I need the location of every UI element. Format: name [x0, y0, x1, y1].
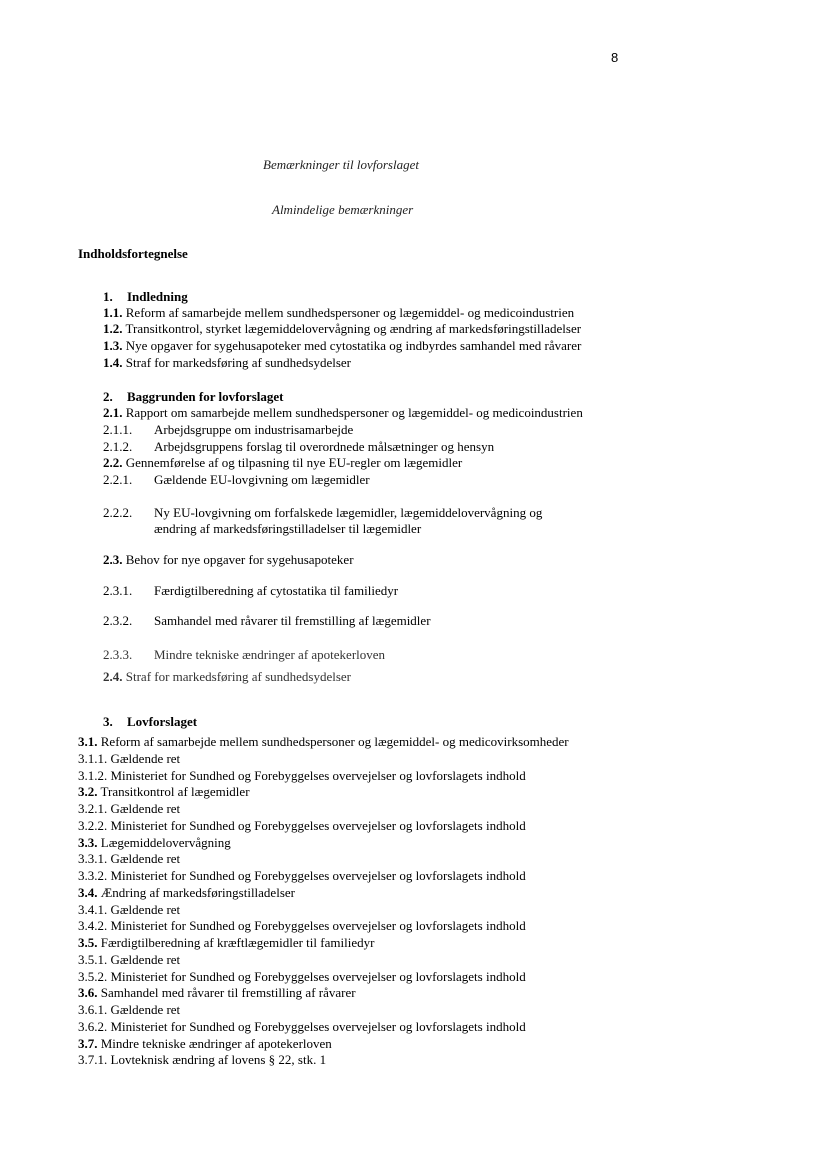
toc-entry-3-1-2	[78, 768, 526, 784]
toc-title: Indholdsfortegnelse	[78, 246, 188, 261]
toc-entry-3-4-2	[78, 918, 526, 934]
toc-entry-3-3-1	[78, 851, 180, 867]
entry-number: 3.2.2.	[78, 817, 108, 833]
toc-entry-2-1	[103, 405, 583, 421]
toc-entry-3-2-2	[78, 818, 526, 834]
toc-section-1	[103, 289, 188, 305]
document-subheading: Almindelige bemærkninger	[272, 202, 414, 217]
toc-entry-3-7	[78, 1036, 332, 1052]
entry-text: Ministeriet for Sundhed og Forebyggelses overvejelser og lovforslagets indhold	[110, 968, 526, 984]
entry-number: 3.5.2.	[78, 968, 108, 984]
entry-number: 3.7.	[78, 1035, 98, 1051]
entry-text: Gældende ret	[110, 901, 181, 917]
entry-text: Reform af samarbejde mellem sundhedspersoner og lægemiddel- og medicoindustrien	[125, 305, 575, 320]
entry-text: Ministeriet for Sundhed og Forebyggelses overvejelser og lovforslagets indhold	[110, 767, 526, 783]
entry-number: 1.2.	[103, 321, 123, 336]
entry-number: 2.1.1.	[103, 422, 133, 437]
entry-text: Transitkontrol, styrket lægemiddelovervågning og ændring af markedsføringstilladelser	[125, 321, 582, 336]
entry-number: 2.3.3.	[103, 647, 133, 662]
section-number: 2.	[103, 389, 113, 404]
entry-number: 3.4.	[78, 884, 98, 900]
entry-text: Gældende ret	[110, 801, 181, 816]
entry-number: 3.4.2.	[78, 918, 108, 934]
toc-entry-2-2	[103, 455, 462, 471]
toc-entry-3-4	[78, 885, 295, 901]
entry-text: Nye opgaver for sygehusapoteker med cytostatika og indbyrdes samhandel med råvarer	[125, 338, 582, 353]
entry-text: Færdigtilberedning af cytostatika til familiedyr	[154, 583, 399, 598]
entry-text: Ny EU-lovgivning om forfalskede lægemidler, lægemiddelovervågning og	[154, 505, 543, 520]
entry-text: Samhandel med råvarer til fremstilling af lægemidler	[154, 613, 431, 628]
entry-text: Behov for nye opgaver for sygehusapoteker	[125, 552, 354, 567]
entry-text: Gældende ret	[110, 750, 181, 766]
toc-entry-1-3	[103, 338, 581, 354]
toc-entry-2-2-1	[103, 472, 370, 488]
entry-text: Reform af samarbejde mellem sundhedspersoner og lægemiddel- og medicovirksomheder	[100, 734, 569, 749]
entry-number: 2.3.2.	[103, 613, 133, 628]
entry-text: Straf for markedsføring af sundhedsydelser	[125, 669, 352, 684]
entry-number: 3.6.1.	[78, 1002, 108, 1017]
toc-entry-2-2-2-continued	[154, 521, 421, 537]
section-title: Baggrunden for lovforslaget	[127, 389, 284, 404]
entry-number: 3.3.	[78, 834, 98, 850]
entry-number: 3.1.	[78, 734, 98, 749]
entry-text: Gældende ret	[110, 951, 181, 967]
toc-entry-3-2	[78, 784, 250, 800]
section-number: 1.	[103, 289, 113, 304]
entry-number: 3.5.	[78, 935, 98, 950]
toc-entry-3-4-1	[78, 902, 180, 918]
entry-number: 2.3.	[103, 552, 123, 567]
entry-text: Færdigtilberedning af kræftlægemidler til familiedyr	[100, 935, 375, 950]
toc-entry-2-1-2	[103, 439, 494, 455]
entry-text: Gældende ret	[110, 851, 181, 867]
entry-number: 3.3.2.	[78, 868, 108, 883]
toc-entry-2-1-1	[103, 422, 353, 438]
toc-entry-3-2-1	[78, 801, 180, 817]
toc-entry-2-3-2	[103, 613, 431, 629]
entry-text: ændring af markedsføringstilladelser til lægemidler	[154, 521, 422, 536]
toc-entry-2-3	[103, 552, 354, 568]
entry-number: 2.2.1.	[103, 472, 133, 487]
entry-number: 3.3.1.	[78, 851, 108, 867]
entry-text: Ministeriet for Sundhed og Forebyggelses overvejelser og lovforslagets indhold	[110, 918, 526, 934]
section-title: Lovforslaget	[127, 714, 198, 729]
toc-entry-1-4	[103, 355, 351, 371]
toc-entry-2-4	[103, 669, 351, 685]
entry-number: 3.1.2.	[78, 767, 108, 783]
entry-text: Straf for markedsføring af sundhedsydelser	[125, 355, 352, 370]
entry-text: Mindre tekniske ændringer af apotekerloven	[154, 647, 386, 662]
entry-text: Transitkontrol af lægemidler	[100, 784, 250, 800]
entry-number: 3.5.1.	[78, 951, 108, 967]
document-heading: Bemærkninger til lovforslaget	[263, 157, 419, 172]
toc-entry-3-6-1	[78, 1002, 180, 1018]
toc-entry-2-3-1	[103, 583, 398, 599]
entry-number: 3.6.2.	[78, 1018, 108, 1034]
toc-entry-3-5-1	[78, 952, 180, 968]
entry-text: Gældende EU-lovgivning om lægemidler	[154, 472, 370, 487]
entry-text: Arbejdsgruppens forslag til overordnede målsætninger og hensyn	[154, 439, 495, 454]
entry-number: 3.6.	[78, 985, 98, 1001]
entry-text: Lægemiddelovervågning	[100, 834, 231, 850]
entry-text: Ændring af markedsføringstilladelser	[100, 884, 295, 900]
toc-entry-2-2-2	[103, 505, 542, 521]
entry-number: 3.4.1.	[78, 901, 108, 917]
entry-text: Mindre tekniske ændringer af apotekerloven	[100, 1035, 332, 1051]
entry-text: Lovteknisk ændring af lovens § 22, stk. 1	[110, 1052, 327, 1068]
entry-text: Samhandel med råvarer til fremstilling af råvarer	[100, 985, 356, 1001]
entry-number: 2.3.1.	[103, 583, 133, 598]
entry-number: 3.2.	[78, 784, 98, 800]
page-number: 8	[611, 50, 619, 65]
toc-entry-3-5-2	[78, 969, 526, 985]
entry-number: 3.2.1.	[78, 801, 108, 816]
entry-number: 3.7.1.	[78, 1052, 108, 1068]
entry-number: 2.4.	[103, 669, 123, 684]
entry-number: 3.1.1.	[78, 750, 108, 766]
toc-entry-2-3-3	[103, 647, 385, 663]
toc-entry-3-1-1	[78, 751, 180, 767]
toc-section-2	[103, 389, 283, 405]
entry-number: 2.1.	[103, 405, 123, 420]
entry-number: 2.1.2.	[103, 439, 133, 454]
entry-number: 2.2.2.	[103, 505, 133, 520]
section-title: Indledning	[127, 289, 188, 304]
entry-number: 2.2.	[103, 455, 123, 470]
toc-entry-1-1	[103, 305, 574, 321]
entry-number: 1.3.	[103, 338, 123, 353]
toc-section-3	[103, 714, 197, 730]
entry-text: Rapport om samarbejde mellem sundhedspersoner og lægemiddel- og medicoindustrien	[125, 405, 583, 420]
toc-entry-1-2	[103, 321, 581, 337]
entry-text: Gennemførelse af og tilpasning til nye EU-regler om lægemidler	[125, 455, 463, 470]
toc-entry-3-7-1	[78, 1052, 326, 1068]
entry-text: Gældende ret	[110, 1002, 181, 1017]
section-number: 3.	[103, 714, 113, 729]
entry-text: Ministeriet for Sundhed og Forebyggelses overvejelser og lovforslagets indhold	[110, 868, 526, 883]
toc-entry-3-6	[78, 985, 356, 1001]
entry-text: Arbejdsgruppe om industrisamarbejde	[154, 422, 354, 437]
entry-text: Ministeriet for Sundhed og Forebyggelses overvejelser og lovforslagets indhold	[110, 817, 526, 833]
toc-entry-3-1	[78, 734, 569, 750]
toc-entry-3-3	[78, 835, 231, 851]
entry-number: 1.1.	[103, 305, 123, 320]
entry-text: Ministeriet for Sundhed og Forebyggelses overvejelser og lovforslagets indhold	[110, 1018, 526, 1034]
toc-entry-3-3-2	[78, 868, 526, 884]
toc-entry-3-5	[78, 935, 374, 951]
entry-number: 1.4.	[103, 355, 123, 370]
toc-entry-3-6-2	[78, 1019, 526, 1035]
